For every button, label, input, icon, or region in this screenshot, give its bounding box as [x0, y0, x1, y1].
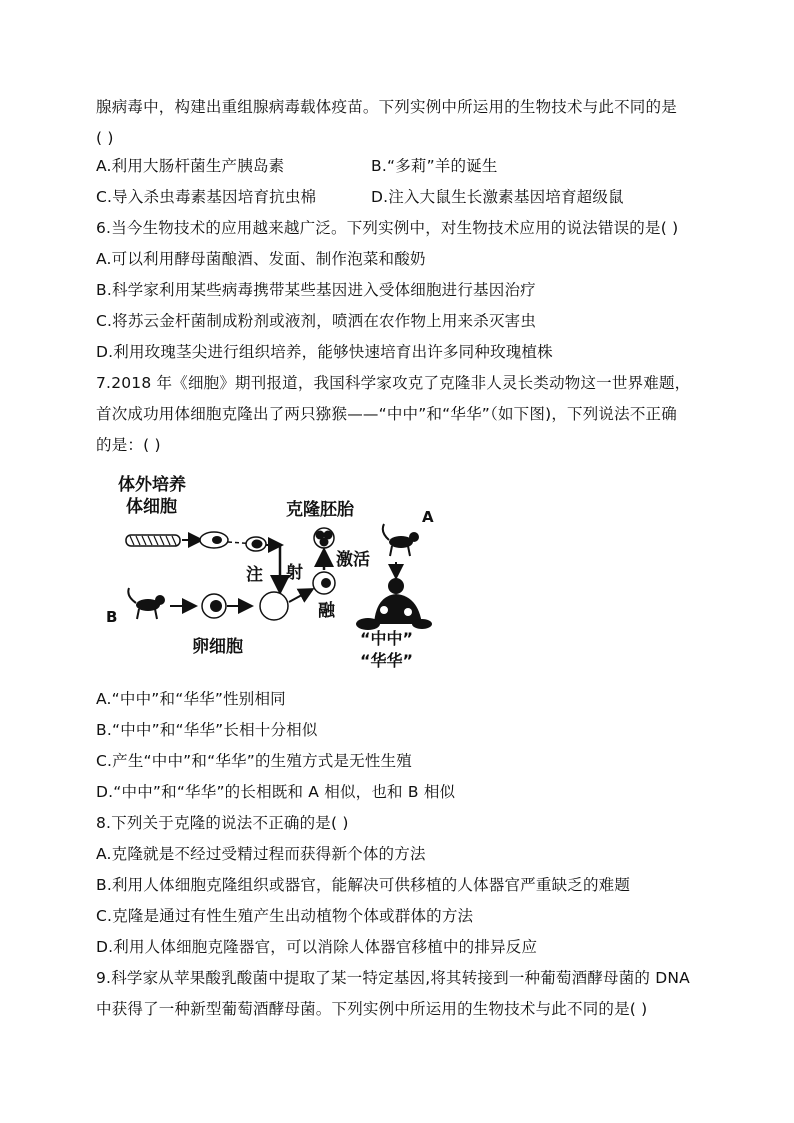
- fused-cell-icon: [313, 572, 335, 594]
- q9-stem-line-1: 9.科学家从苹果酸乳酸菌中提取了某一特定基因,将其转接到一种葡萄酒酵母菌的 DNA: [96, 969, 690, 987]
- q7-option-c: C.产生“中中”和“华华”的生殖方式是无性生殖: [96, 752, 412, 770]
- q7-option-b: B.“中中”和“华华”长相十分相似: [96, 721, 318, 739]
- label-inject-2: 射: [286, 563, 303, 583]
- monkey-a-icon: [383, 524, 419, 556]
- arrow-to-fusion: [289, 590, 311, 602]
- q5-option-b: B.“多莉”羊的诞生: [371, 157, 498, 175]
- q8-stem: 8.下列关于克隆的说法不正确的是( ): [96, 814, 349, 832]
- label-egg-cell: 卵细胞: [192, 637, 243, 657]
- extracted-nucleus-icon: [246, 537, 266, 551]
- label-huahua: “华华”: [360, 651, 414, 670]
- q5-answer-blank: ( ): [96, 129, 114, 147]
- q9-stem-line-2: 中获得了一种新型葡萄酒酵母菌。下列实例中所运用的生物技术与此不同的是( ): [96, 1000, 648, 1018]
- q5-options-row-2: [96, 186, 736, 208]
- q5-stem: 腺病毒中，构建出重组腺病毒载体疫苗。下列实例中所运用的生物技术与此不同的是: [96, 98, 677, 116]
- label-activate: 激活: [336, 550, 370, 570]
- label-cloned-embryo: 克隆胚胎: [286, 500, 354, 520]
- cloning-diagram: [96, 462, 456, 676]
- q8-option-b: B.利用人体细胞克隆组织或器官，能解决可供移植的人体器官严重缺乏的难题: [96, 876, 631, 894]
- q6-option-b: B.科学家利用某些病毒携带某些基因进入受体细胞进行基因治疗: [96, 281, 536, 299]
- cloned-embryo-icon: [314, 528, 334, 548]
- label-zhongzhong: “中中”: [360, 629, 414, 648]
- q8-option-c: C.克隆是通过有性生殖产生出动植物个体或群体的方法: [96, 907, 474, 925]
- q7-stem-line-3: 的是：( ): [96, 436, 161, 454]
- q7-stem-line-1: 7.2018 年《细胞》期刊报道，我国科学家攻克了克隆非人灵长类动物这一世界难题，: [96, 374, 691, 392]
- q5-option-d: D.注入大鼠生长激素基因培育超级鼠: [371, 188, 624, 206]
- label-monkey-b: B: [106, 608, 118, 626]
- q6-option-c: C.将苏云金杆菌制成粉剂或液剂，喷洒在农作物上用来杀灭害虫: [96, 312, 537, 330]
- somatic-cells-icon: [126, 535, 180, 546]
- q8-option-a: A.克隆就是不经过受精过程而获得新个体的方法: [96, 845, 426, 863]
- surrogate-monkey-icon: [356, 578, 432, 630]
- q6-option-d: D.利用玫瑰茎尖进行组织培养，能够快速培育出许多同种玫瑰植株: [96, 343, 553, 361]
- label-monkey-a: A: [422, 508, 434, 526]
- q5-options-row-1: [96, 155, 736, 177]
- q5-option-a: A.利用大肠杆菌生产胰岛素: [96, 157, 285, 175]
- q6-stem: 6.当今生物技术的应用越来越广泛。下列实例中，对生物技术应用的说法错误的是( ): [96, 219, 679, 237]
- monkey-b-icon: [128, 588, 165, 619]
- label-somatic-cell: 体细胞: [126, 497, 177, 517]
- q7-option-d: D.“中中”和“华华”的长相既和 A 相似，也和 B 相似: [96, 783, 456, 801]
- single-somatic-cell-icon: [200, 532, 228, 548]
- egg-cell-icon: [202, 594, 226, 618]
- label-in-vitro-culture: 体外培养: [118, 475, 186, 495]
- label-inject-1: 注: [246, 565, 263, 585]
- enucleated-egg-icon: [260, 592, 288, 620]
- q7-stem-line-2: 首次成功用体细胞克隆出了两只猕猴——“中中”和“华华”（如下图)，下列说法不正确: [96, 405, 677, 423]
- q5-option-c: C.导入杀虫毒素基因培育抗虫棉: [96, 188, 317, 206]
- q6-option-a: A.可以利用酵母菌酿酒、发面、制作泡菜和酸奶: [96, 250, 426, 268]
- q7-option-a: A.“中中”和“华华”性别相同: [96, 690, 286, 708]
- q8-option-d: D.利用人体细胞克隆器官，可以消除人体器官移植中的排异反应: [96, 938, 538, 956]
- label-fuse: 融: [318, 601, 335, 621]
